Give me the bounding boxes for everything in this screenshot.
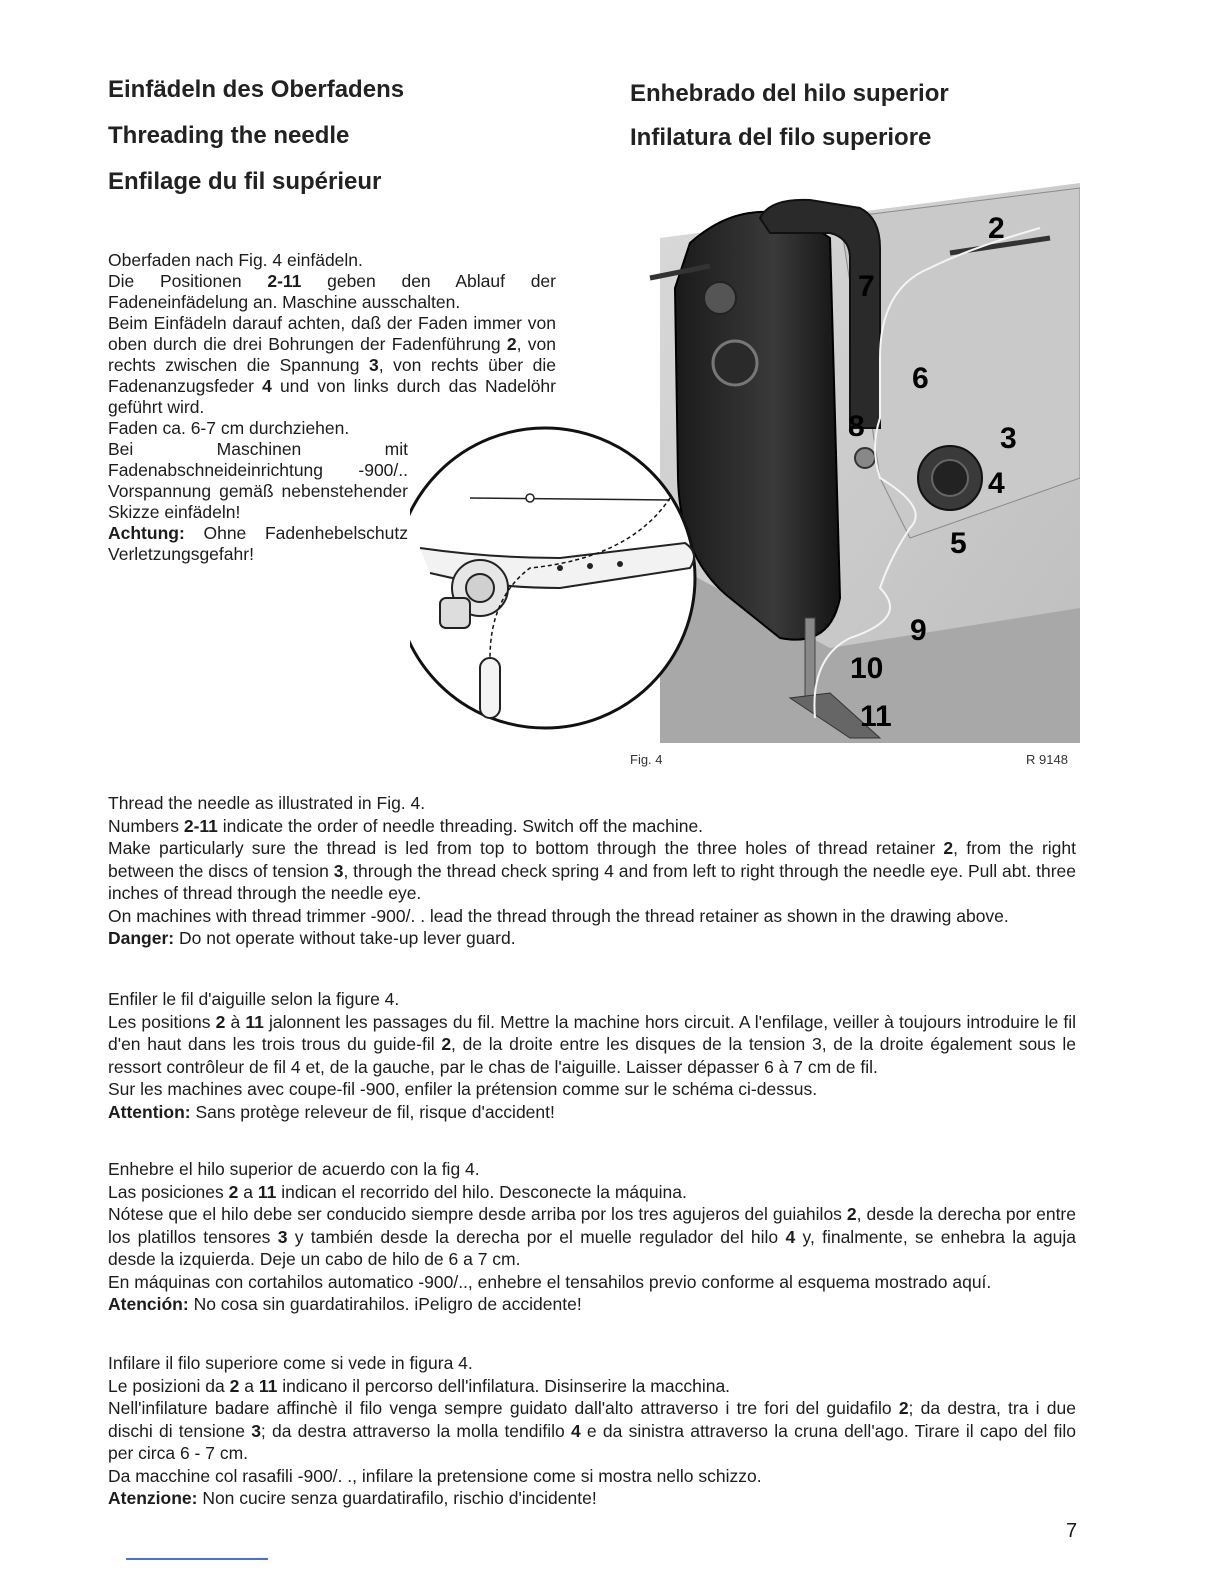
it-line-2: Le posizioni da 2 a 11 indicano il percorso dell'infilatura. Disinserire la macchina. bbox=[108, 1375, 731, 1396]
fr-warning: Attention: Sans protège releveur de fil, risque d'accident! bbox=[108, 1101, 555, 1122]
heading-it: Infilatura del filo superiore bbox=[630, 124, 932, 151]
spanish-instructions bbox=[108, 1158, 1076, 1316]
fig-label-3: 3 bbox=[1000, 422, 1017, 455]
es-warning: Atención: No cosa sin guardatirahilos. iPeligro de accidente! bbox=[108, 1294, 582, 1314]
fig-label-10: 10 bbox=[850, 652, 884, 685]
en-line-1: Thread the needle as illustrated in Fig. 4. bbox=[108, 793, 426, 813]
italian-instructions bbox=[108, 1352, 1076, 1510]
es-line-1: Enhebre el hilo superior de acuerdo con la fig 4. bbox=[108, 1159, 480, 1179]
fr-line-2: Les positions 2 à 11 jalonnent les passages du fil. Mettre la machine hors circuit. A l'enfilage, veiller à toujours introduire le fil d'en haut dans les trois trous du guide-fil 2, de la droite entre les disques de la tension 3, de la droite également sous le ressort contrôleur de fil 4 et, de la gauche, par le chas de l'aiguille. Laisser dépasser 6 à 7 cm de fil. bbox=[108, 1011, 1076, 1077]
heading-es: Enhebrado del hilo superior bbox=[630, 80, 949, 107]
it-line-1: Infilare il filo superiore come si vede in figura 4. bbox=[108, 1353, 473, 1373]
en-line-2: Numbers 2-11 indicate the order of needle threading. Switch off the machine. bbox=[108, 815, 704, 836]
heading-en: Threading the needle bbox=[108, 122, 350, 149]
it-line-4: Da macchine col rasafili -900/. ., infilare la pretensione come si mostra nello schizzo. bbox=[108, 1465, 762, 1486]
fig-label-4: 4 bbox=[988, 467, 1005, 500]
figure-caption: Fig. 4 bbox=[630, 752, 663, 767]
it-warning: Atenzione: Non cucire senza guardatirafilo, rischio d'incidente! bbox=[108, 1488, 597, 1508]
it-line-3: Nell'infilature badare affinchè il filo venga sempre guidato dall'alto attraverso i tre fori del guidafilo 2; da destra, tra i due dischi di tensione 3; da destra attraverso la molla tendifilo 4 e da sinistra attraverso la cruna dell'ago. Tirare il capo del filo per circa 6 - 7 cm. bbox=[108, 1398, 1076, 1463]
fr-line-3: Sur les machines avec coupe-fil -900, enfiler la prétension comme sur le schéma ci-dessus. bbox=[108, 1079, 818, 1099]
fig-label-8: 8 bbox=[848, 410, 865, 443]
de-line-1: Oberfaden nach Fig. 4 einfädeln. bbox=[108, 250, 363, 270]
de-line-5: Bei Maschinen mit Fadenabschneideinrichtung -900/.. Vorspannung gemäß nebenstehender Skizze einfädeln! bbox=[108, 439, 408, 522]
screw-icon bbox=[855, 448, 875, 468]
sewing-machine-figure bbox=[410, 178, 1080, 748]
fig-label-5: 5 bbox=[950, 527, 967, 560]
knob-icon bbox=[713, 341, 757, 385]
page-number: 7 bbox=[1066, 1520, 1078, 1542]
fig-label-2: 2 bbox=[988, 212, 1005, 245]
footer-divider bbox=[126, 1558, 268, 1560]
de-warning: Achtung: Ohne Fadenhebelschutz Verletzungsgefahr! bbox=[108, 523, 408, 564]
es-line-3: Nótese que el hilo debe ser conducido siempre desde arriba por los tres agujeros del guiahilos 2, desde la derecha por entre los platillos tensores 3 y también desde la derecha por el muelle regulador del hilo 4 y, finalmente, se enhebra la aguja desde la izquierda. Deje un cabo de hilo de 6 a 7 cm. bbox=[108, 1204, 1076, 1269]
es-line-4: En máquinas con cortahilos automatico -900/.., enhebre el tensahilos previo conforme al esquema mostrado aquí. bbox=[108, 1271, 992, 1292]
inset-guide-slot bbox=[480, 658, 500, 718]
de-line-4: Faden ca. 6-7 cm durchziehen. bbox=[108, 418, 350, 438]
screw-icon bbox=[704, 282, 736, 314]
fig-label-9: 9 bbox=[910, 614, 927, 647]
fig-label-11: 11 bbox=[860, 700, 892, 733]
figure-reference: R 9148 bbox=[1026, 752, 1068, 767]
fr-line-1: Enfiler le fil d'aiguille selon la figure 4. bbox=[108, 989, 400, 1009]
english-instructions bbox=[108, 792, 1076, 950]
fig-label-7: 7 bbox=[858, 270, 875, 303]
fig-label-6: 6 bbox=[912, 362, 929, 395]
en-warning: Danger: Do not operate without take-up lever guard. bbox=[108, 928, 516, 948]
de-line-3: Beim Einfädeln darauf achten, daß der Faden immer von oben durch die drei Bohrungen der Fadenführung 2, von rechts zwischen die Spannung 3, von rechts über die Fadenanzugsfeder 4 und von links durch das Nadelöhr geführt wird. bbox=[108, 313, 556, 417]
en-line-3: Make particularly sure the thread is led from top to bottom through the three holes of thread retainer 2, from the right between the discs of tension 3, through the thread check spring 4 and from left to right through the needle eye. Pull abt. three inches of thread through the needle eye. bbox=[108, 838, 1076, 903]
es-line-2: Las posiciones 2 a 11 indican el recorrido del hilo. Desconecte la máquina. bbox=[108, 1181, 687, 1202]
en-line-4: On machines with thread trimmer -900/. . lead the thread through the thread retainer as shown in the drawing above. bbox=[108, 905, 1009, 926]
heading-fr: Enfilage du fil supérieur bbox=[108, 168, 382, 195]
de-line-2: Die Positionen 2-11 geben den Ablauf der Fadeneinfädelung an. Maschine ausschalten. bbox=[108, 271, 556, 312]
needle-bar bbox=[805, 618, 815, 708]
heading-de: Einfädeln des Oberfadens bbox=[108, 76, 405, 103]
french-instructions bbox=[108, 988, 1076, 1123]
